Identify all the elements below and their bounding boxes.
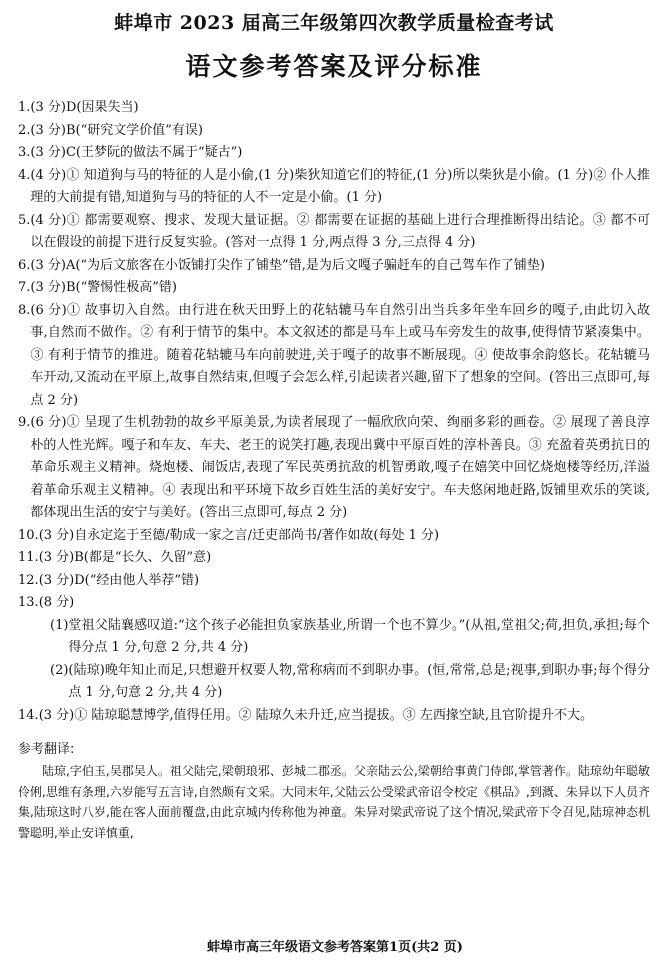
answer-item: [18, 165, 650, 210]
subitem-text: 堂祖父陆襄感叹道:“这个孩子必能担负家族基业,所谓一个也不算少。”(从祖,堂祖父;荷,担负,承担;每个得分点 1 分,句意 2 分,共 4 分): [68, 617, 650, 655]
answer-text: (3 分)自永定迄于至德/勒成一家之言/迁吏部尚书/著作如故(每处 1 分): [38, 527, 440, 543]
answer-number: 9.: [18, 415, 31, 430]
answer-number: 1.: [18, 100, 31, 115]
answer-number: 4.: [18, 167, 31, 183]
answer-item: [18, 120, 650, 143]
answer-item: [18, 277, 650, 300]
answer-number: 13.: [18, 595, 39, 610]
answer-text: (3 分)① 陆琼聪慧博学,值得任用。② 陆琼久未升迁,应当提拔。③ 左西掾空缺,且官阶提升不大。: [38, 707, 594, 723]
answer-number: 10.: [18, 527, 39, 543]
answer-item: [18, 412, 650, 525]
answer-number: 3.: [18, 145, 31, 160]
page-footer: 蚌埠市高三年级语文参考答案第1页(共2 页): [207, 940, 463, 955]
answer-number: 14.: [18, 707, 39, 723]
answer-text: (3 分)C(王梦阮的做法不属于“疑古”): [30, 145, 243, 160]
answer-text: (6 分)① 故事切入自然。由行进在秋天田野上的花轱辘马车自然引出当兵多年坐车回乡的嘎子,由此切入故事,自然而不做作。② 有利于情节的集中。本文叙述的都是马车上或马车旁发生的故事,使得情节紧凑集中。③ 有利于情节的推进。随着花轱辘马车向前驶进,关于嘎子的故事不断展现。④ 使故事余韵悠长。花轱辘马车开动,又流动在平原上,故事自然结束,但嘎子会怎么样,引起读者兴趣,留下了想象的空间。(答出三点即可,每点 2 分): [30, 302, 650, 408]
answer-text: (3 分)A(“为后文旅客在小饭铺打尖作了铺垫”错,是为后文嘎子骗赶车的自己驾车作了铺垫): [30, 257, 545, 273]
answer-text: (4 分)① 知道狗与马的特征的人是小偷,(1 分)柴狄知道它们的特征,(1 分)所以柴狄是小偷。(1 分)② 仆人推理的大前提有错,知道狗与马的特征的人不一定是小偷。(1 分): [30, 167, 650, 205]
answer-item: [18, 300, 650, 413]
answer-item: [18, 97, 650, 120]
answer-item: [18, 592, 650, 615]
answer-number: 7.: [18, 280, 31, 295]
answer-item: [18, 705, 650, 728]
answer-number: 5.: [18, 212, 31, 228]
answer-number: 11.: [18, 550, 39, 565]
answer-text: (4 分)① 都需要观察、搜求、发现大量证据。② 都需要在证据的基础上进行合理推断得出结论。③ 都不可以在假设的前提下进行反复实验。(答对一点得 1 分,两点得 3 分,三点得 4 分): [30, 212, 650, 250]
answer-number: 6.: [18, 257, 31, 273]
answer-item: [18, 525, 650, 548]
answer-text: (3 分)D(“经由他人举荐”错): [38, 572, 200, 588]
answer-number: 8.: [18, 302, 31, 318]
answer-text: (8 分): [38, 595, 75, 610]
answer-text: (3 分)B(“警惕性极高”错): [30, 280, 177, 295]
answer-text: (3 分)B(“研究文学价值”有误): [30, 122, 203, 138]
answer-item: [18, 210, 650, 255]
subitem-text: (陆琼)晚年知止而足,只想避开权要人物,常称病而不到职办事。(恒,常常,总是;视事,到职办事;每个得分点 1 分,句意 2 分,共 4 分): [68, 662, 650, 700]
answer-subitem: [18, 660, 650, 705]
subitem-number: (2): [50, 662, 69, 678]
answer-item: [18, 255, 650, 278]
reference-translation-text: 陆琼,字伯玉,吴郡吴人。祖父陆完,梁朝琅邪、彭城二郡丞。父亲陆云公,梁朝给事黄门侍郎,掌管著作。陆琼幼年聪敏伶俐,思维有条理,六岁能写五言诗,自然颇有文采。大同末年,父陆云公受梁武帝诏令校定《棋品》,到溉、朱异以下人员齐集,陆琼这时八岁,能在客人面前覆盘,由此京城内传称他为神童。朱异对梁武帝说了这个情况,梁武帝下令召见,陆琼神态机警聪明,举止安详慎重,: [18, 764, 650, 840]
answer-text: (6 分)① 呈现了生机勃勃的故乡平原美景,为读者展现了一幅欣欣向荣、绚丽多彩的画卷。② 展现了善良淳朴的人性光辉。嘎子和车友、车夫、老王的说笑打趣,表现出冀中平原百姓的淳朴善良。③ 充盈着英勇抗日的革命乐观主义精神。烧炮楼、闹饭店,表现了军民英勇抗敌的机智勇敢,嘎子在嬉笑中回忆烧炮楼等经历,洋溢着革命乐观主义精神。④ 表现出和平环境下故乡百姓生活的美好安宁。车夫悠闲地赶路,饭铺里欢乐的笑谈,都体现出生活的安宁与美好。(答出三点即可,每点 2 分): [30, 415, 650, 520]
answer-text: (3 分)D(因果失当): [30, 100, 139, 115]
answer-number: 2.: [18, 122, 31, 138]
answer-text: (3 分)B(都是“长久、久留”意): [38, 550, 212, 565]
answer-item: [18, 142, 650, 165]
subitem-number: (1): [50, 617, 69, 633]
answer-subitem: [18, 615, 650, 660]
answer-number: 12.: [18, 572, 39, 588]
answer-item: [18, 547, 650, 570]
answer-list: [18, 97, 650, 727]
answer-key-title: 语文参考答案及评分标准: [185, 52, 483, 81]
answer-item: [18, 570, 650, 593]
reference-translation-label: 参考翻译:: [18, 742, 75, 757]
exam-title: 蚌埠市 2023 届高三年级第四次教学质量检查考试: [114, 12, 554, 34]
